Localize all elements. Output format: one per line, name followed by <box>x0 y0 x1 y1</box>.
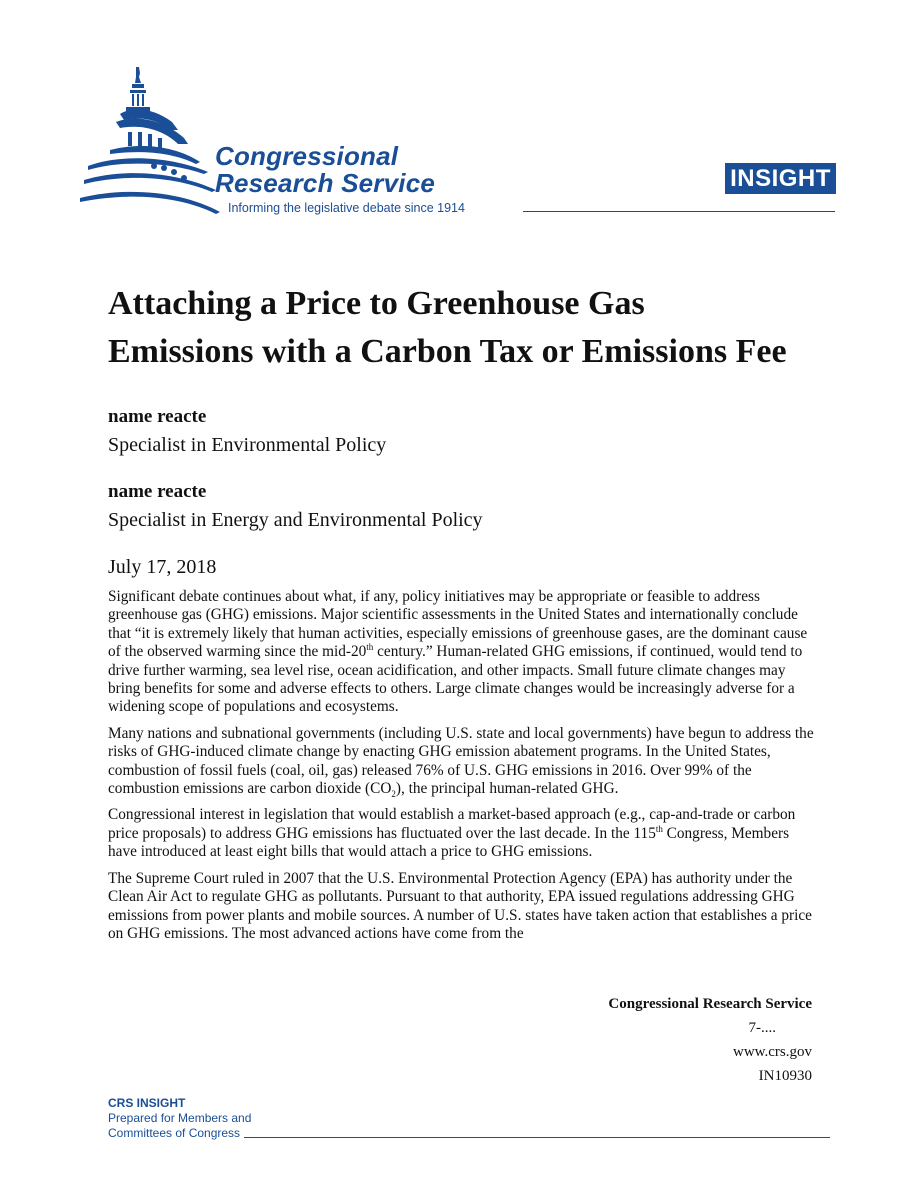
author-2-role: Specialist in Energy and Environmental Policy <box>108 509 483 531</box>
footer <box>108 1096 251 1141</box>
page-title <box>108 280 868 376</box>
insight-badge: INSIGHT <box>725 163 836 194</box>
meta-org: Congressional Research Service <box>608 996 812 1012</box>
body-text <box>108 588 820 951</box>
title-line-2: Emissions with a Carbon Tax or Emissions Fee <box>108 333 787 370</box>
org-name-line1: Congressional <box>215 141 399 171</box>
org-name-line2: Research Service <box>215 168 436 198</box>
meta-id: IN10930 <box>758 1068 812 1084</box>
report-meta <box>608 992 812 1088</box>
paragraph-4: The Supreme Court ruled in 2007 that the U.S. Environmental Protection Agency (EPA) has authority under the Clean Air Act to regulate GHG as pollutants. Pursuant to that authority, EPA issued regulations addressing GHG emissions from power plants and mobile sources. A number of U.S. states have taken action that establishes a price on GHG emissions. The most advanced actions have come from the <box>108 869 812 942</box>
author-1-name: name reacte <box>108 406 207 427</box>
footer-line-1: CRS INSIGHT <box>108 1096 186 1110</box>
title-line-1: Attaching a Price to Greenhouse Gas <box>108 285 645 322</box>
paragraph-3: Congressional interest in legislation that would establish a market-based approach (e.g., cap-and-trade or carbon price proposals) to address GHG emissions has fluctuated over the last decade. In the 115th Congress, Members have introduced at least eight bills that would attach a price to GHG emissions. <box>108 806 796 861</box>
author-1-role: Specialist in Environmental Policy <box>108 434 387 456</box>
paragraph-2: Many nations and subnational governments (including U.S. state and local governments) have begun to address the risks of GHG-induced climate change by enacting GHG emission abatement programs. In the United States, combustion of fossil fuels (coal, oil, gas) released 76% of U.S. GHG emissions in 2016. Over 99% of the combustion emissions are carbon dioxide $(CO_2)$, the principal human-related GHG. <box>108 724 814 800</box>
capitol-dome-logo <box>80 62 230 222</box>
org-name <box>215 143 435 197</box>
org-tagline: Informing the legislative debate since 1914 <box>228 201 465 215</box>
publication-date: July 17, 2018 <box>108 556 217 578</box>
footer-divider <box>244 1137 830 1138</box>
header-divider <box>523 211 835 212</box>
author-2-name: name reacte <box>108 481 207 502</box>
meta-url[interactable]: www.crs.gov <box>732 1044 812 1060</box>
footer-line-2: Prepared for Members and <box>108 1111 252 1125</box>
paragraph-1: Significant debate continues about what, if any, policy initiatives may be appropriate or feasible to address greenhouse gas (GHG) emissions. Major scientific assessments in the United States and internationally conclude that “it is extremely likely that human activities, especially emissions of greenhouse gases, are the dominant cause of the observed warming since the mid-20th century.” Human-related GHG emissions, if continued, would tend to drive further warming, sea level rise, ocean acidification, and other impacts. Small future climate changes may bring benefits for some and adverse effects to others. Large climate changes would be increasingly adverse for a widening scope of populations and ecosystems. <box>108 588 808 716</box>
meta-number: 7-.... <box>748 1020 776 1036</box>
footer-line-3: Committees of Congress <box>108 1126 241 1140</box>
